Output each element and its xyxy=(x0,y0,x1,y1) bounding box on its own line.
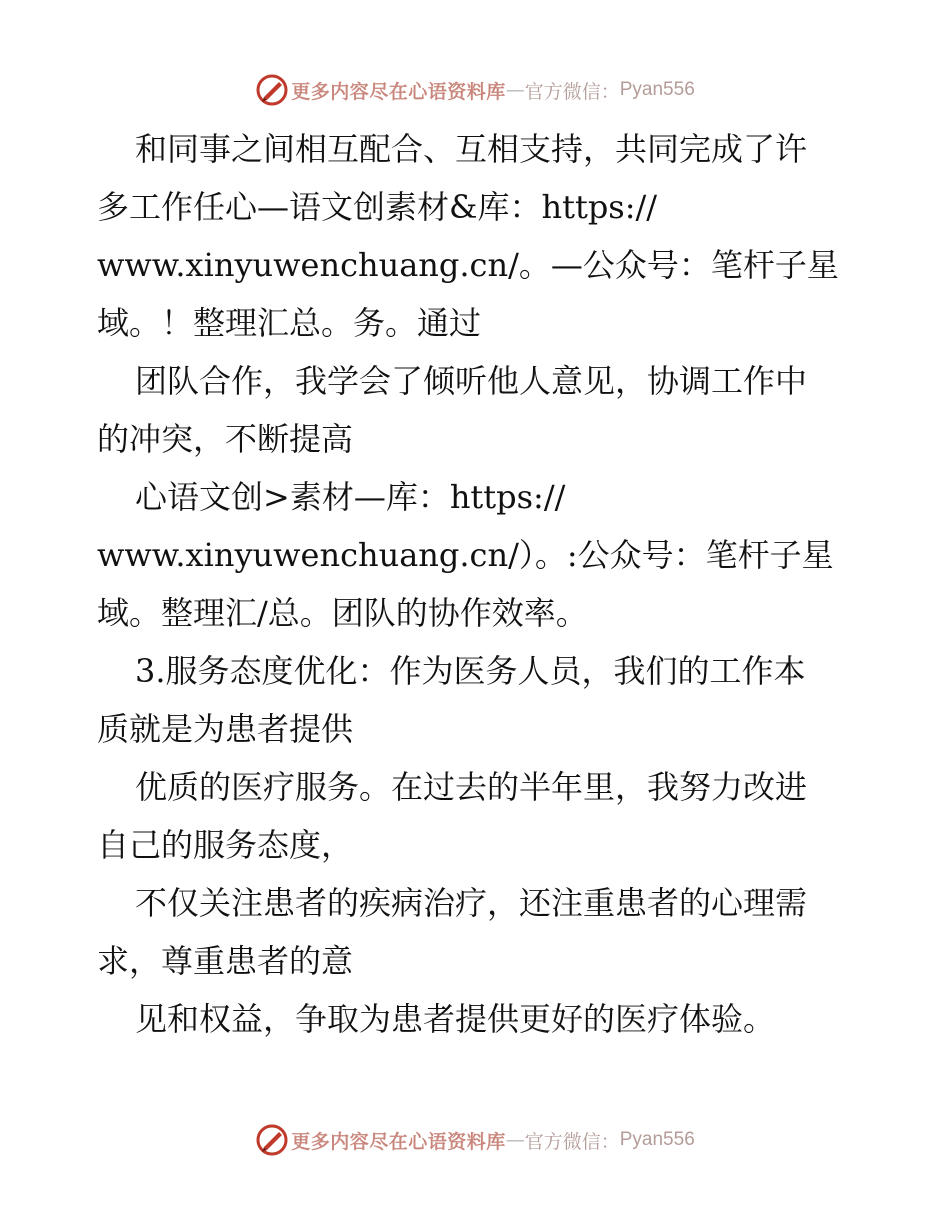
logo-icon xyxy=(255,73,289,107)
banner-wechat-id: Pyan556 xyxy=(619,1129,695,1150)
logo-icon xyxy=(255,1123,289,1157)
body-line: 3.服务态度优化：作为医务人员，我们的工作本 xyxy=(135,652,806,690)
banner-dash: — xyxy=(505,79,525,101)
body-line: www.xinyuwenchuang.cn/）。:公众号：笔杆子星 xyxy=(97,536,834,574)
body-line: 求，尊重患者的意 xyxy=(97,942,354,980)
banner-wechat-label: 官方微信： xyxy=(524,1130,620,1153)
body-line: 和同事之间相互配合、互相支持，共同完成了许 xyxy=(135,130,808,168)
banner-wechat-id: Pyan556 xyxy=(619,79,695,100)
banner-wechat-label: 官方微信： xyxy=(524,80,620,103)
body-line: 多工作任心—语文创素材&库：https:// xyxy=(97,188,658,226)
body-line: 自己的服务态度， xyxy=(97,826,354,864)
body-line: 质就是为患者提供 xyxy=(97,710,354,748)
banner-main-text: 更多内容尽在心语资料库 xyxy=(291,1130,506,1153)
body-line: www.xinyuwenchuang.cn/。—公众号：笔杆子星 xyxy=(97,246,839,284)
banner-dash: — xyxy=(505,1129,525,1151)
body-line: 见和权益，争取为患者提供更好的医疗体验。 xyxy=(135,1000,776,1038)
body-line: 域。整理汇/总。团队的协作效率。 xyxy=(97,594,588,632)
document-body xyxy=(97,120,877,1048)
body-line: 团队合作，我学会了倾听他人意见，协调工作中 xyxy=(135,362,808,400)
body-line: 不仅关注患者的疾病治疗，还注重患者的心理需 xyxy=(135,884,808,922)
body-line: 域。！整理汇总。务。通过 xyxy=(97,304,482,342)
body-line: 心语文创>素材—库：https:// xyxy=(135,478,566,516)
body-line: 优质的医疗服务。在过去的半年里，我努力改进 xyxy=(135,768,808,806)
footer-banner xyxy=(0,1120,950,1160)
header-banner xyxy=(0,70,950,110)
body-line: 的冲突，不断提高 xyxy=(97,420,354,458)
banner-main-text: 更多内容尽在心语资料库 xyxy=(291,80,506,103)
